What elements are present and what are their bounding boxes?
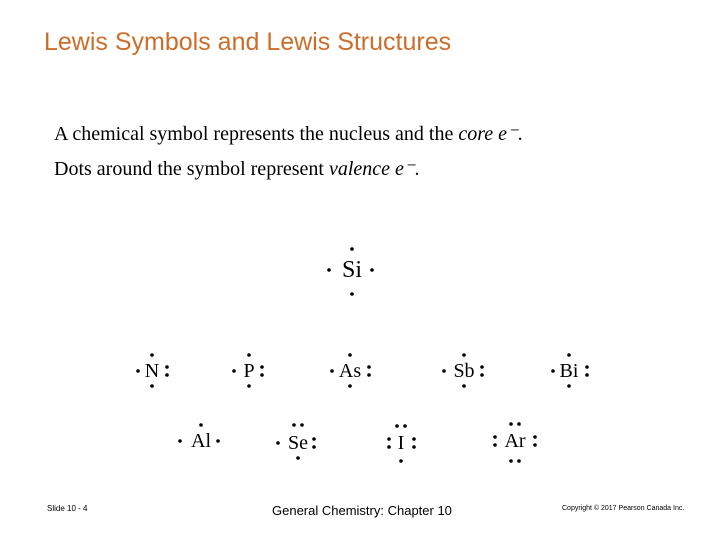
body-text-end: . bbox=[517, 123, 523, 145]
electron-dot-ar-left bbox=[493, 443, 497, 447]
electron-dot-ar-bottom bbox=[509, 459, 513, 463]
electron-dot-bi-top bbox=[567, 353, 571, 357]
electron-dot-i-left bbox=[387, 445, 391, 449]
electron-dot-n-bottom bbox=[150, 384, 154, 388]
body-emphasis: valence e⁻ bbox=[328, 158, 415, 180]
electron-dot-si-top bbox=[350, 247, 354, 251]
lewis-symbol-bi: Bi bbox=[559, 360, 579, 382]
footer-course-title: General Chemistry: Chapter 10 bbox=[272, 503, 452, 518]
electron-dot-se-right bbox=[312, 437, 316, 441]
electron-dot-as-left bbox=[330, 369, 334, 373]
electron-dot-i-top bbox=[395, 424, 399, 428]
electron-dot-se-right bbox=[312, 445, 316, 449]
electron-dot-as-top bbox=[348, 353, 352, 357]
electron-dot-i-left bbox=[387, 437, 391, 441]
electron-dot-si-bottom bbox=[350, 292, 354, 296]
slide-title: Lewis Symbols and Lewis Structures bbox=[44, 28, 452, 56]
electron-dot-i-bottom bbox=[399, 459, 403, 463]
lewis-symbol-p: P bbox=[243, 360, 255, 382]
electron-dot-as-right bbox=[367, 365, 371, 369]
electron-dot-n-top bbox=[150, 353, 154, 357]
electron-dot-si-right bbox=[370, 268, 374, 272]
electron-dot-al-top bbox=[199, 423, 203, 427]
electron-dot-al-right bbox=[216, 439, 220, 443]
electron-dot-ar-top bbox=[509, 422, 513, 426]
body-emphasis: core e⁻ bbox=[458, 123, 518, 145]
electron-dot-as-right bbox=[367, 373, 371, 377]
electron-dot-sb-right bbox=[480, 365, 484, 369]
lewis-symbol-n: N bbox=[144, 360, 160, 382]
electron-dot-i-right bbox=[412, 437, 416, 441]
electron-dot-i-top bbox=[403, 424, 407, 428]
electron-dot-p-right bbox=[260, 373, 264, 377]
body-text: A chemical symbol represents the nucleus and the bbox=[54, 123, 459, 145]
electron-dot-ar-left bbox=[493, 435, 497, 439]
lewis-symbol-si: Si bbox=[341, 257, 363, 283]
electron-dot-bi-bottom bbox=[567, 384, 571, 388]
lewis-symbol-ar: Ar bbox=[504, 430, 526, 452]
electron-dot-sb-left bbox=[442, 369, 446, 373]
electron-dot-se-top bbox=[292, 423, 296, 427]
electron-dot-se-left bbox=[276, 441, 280, 445]
electron-dot-as-bottom bbox=[348, 384, 352, 388]
electron-dot-sb-bottom bbox=[462, 384, 466, 388]
electron-dot-bi-left bbox=[551, 369, 555, 373]
body-text-end: . bbox=[414, 158, 420, 180]
electron-dot-i-right bbox=[412, 445, 416, 449]
electron-dot-bi-right bbox=[585, 373, 589, 377]
electron-dot-n-left bbox=[136, 369, 140, 373]
electron-dot-ar-top bbox=[517, 422, 521, 426]
electron-dot-p-top bbox=[247, 353, 251, 357]
electron-dot-sb-right bbox=[480, 373, 484, 377]
electron-dot-ar-right bbox=[533, 435, 537, 439]
electron-dot-sb-top bbox=[462, 353, 466, 357]
body-text: Dots around the symbol represent bbox=[54, 158, 329, 180]
electron-dot-n-right bbox=[165, 373, 169, 377]
electron-dot-se-bottom bbox=[296, 456, 300, 460]
electron-dot-n-right bbox=[165, 365, 169, 369]
electron-dot-ar-bottom bbox=[517, 459, 521, 463]
electron-dot-p-bottom bbox=[247, 384, 251, 388]
electron-dot-bi-right bbox=[585, 365, 589, 369]
footer-copyright: Copyright © 2017 Pearson Canada Inc. bbox=[562, 505, 685, 512]
electron-dot-p-right bbox=[260, 365, 264, 369]
electron-dot-ar-right bbox=[533, 443, 537, 447]
lewis-symbol-al: Al bbox=[191, 430, 211, 452]
electron-dot-al-left bbox=[178, 439, 182, 443]
electron-dot-si-left bbox=[327, 268, 331, 272]
lewis-symbol-sb: Sb bbox=[453, 360, 475, 382]
lewis-symbol-se: Se bbox=[288, 432, 308, 454]
electron-dot-se-top bbox=[300, 423, 304, 427]
lewis-symbol-i: I bbox=[397, 432, 405, 454]
footer-slide-number: Slide 10 - 4 bbox=[47, 504, 88, 513]
lewis-symbol-as: As bbox=[338, 360, 362, 382]
electron-dot-p-left bbox=[232, 369, 236, 373]
